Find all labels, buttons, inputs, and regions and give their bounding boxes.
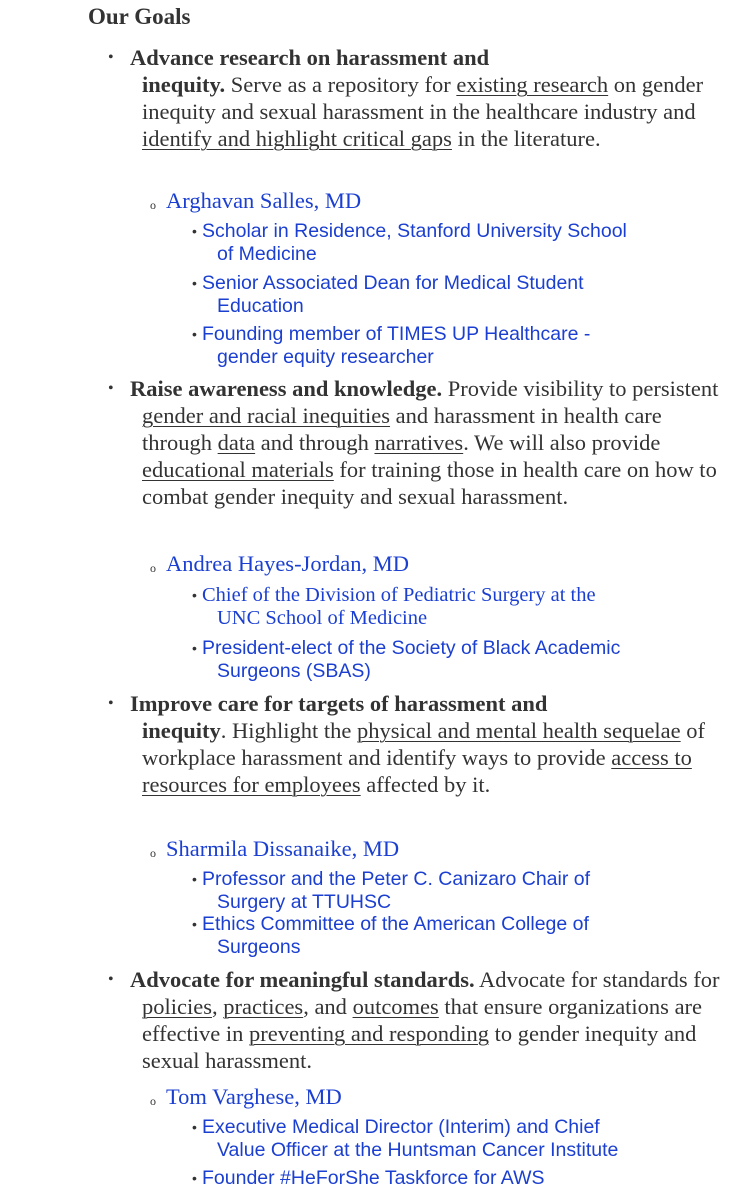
link-outcomes[interactable]: outcomes [352,994,439,1019]
bullet-icon: • [108,380,114,397]
goal-title-cont: inequity. [142,72,226,97]
goal-text: Advocate for meaningful standards. Advocate for standards for policies, practices, and outcomes that ensure organizations are effective in preventing and responding to gender inequity and sexual harassment. [130,967,720,1073]
link-practices[interactable]: practices [223,994,304,1019]
bullet-icon: • [192,275,197,291]
circle-bullet-icon: o [150,1094,156,1108]
bullet-icon: • [192,326,197,342]
bullet-icon: • [108,695,114,712]
circle-bullet-icon: o [150,198,156,212]
goal-title: Advocate for meaningful standards. [130,967,475,992]
page-title: Our Goals [88,4,191,29]
goal-text: Improve care for targets of harassment and inequity. Highlight the physical and mental health sequelae of workplace harassment and identify ways to provide access to resources for employees affected by it. [130,691,706,797]
bullet-icon: • [108,49,114,66]
credential-item: • Ethics Committee of the American College of Surgeons [192,913,589,958]
person-item [150,186,730,216]
bullet-icon: • [192,916,197,932]
person-name[interactable]: Sharmila Dissanaike, MD [166,836,400,861]
credential-item: • Professor and the Peter C. Canizaro Chair of Surgery at TTUHSC [192,868,591,913]
credential-item: • Scholar in Residence, Stanford University School of Medicine [192,220,627,265]
credential-item: • Executive Medical Director (Interim) and Chief Value Officer at the Huntsman Cancer Institute [192,1116,619,1161]
link-policies[interactable]: policies [142,994,212,1019]
person-item [150,834,730,864]
goal-item [108,690,726,798]
link-data[interactable]: data [217,430,256,455]
bullet-icon: • [192,640,197,656]
credential-item: • Senior Associated Dean for Medical Student Education [192,272,584,317]
bullet-icon: • [192,1119,197,1135]
bullet-icon: • [192,223,197,239]
goal-title-cont: inequity [142,718,221,743]
link-preventing-responding[interactable]: preventing and responding [249,1021,489,1046]
credential-item: • President-elect of the Society of Black Academic Surgeons (SBAS) [192,637,621,682]
bullet-icon: • [192,871,197,887]
credential-item: • Founder #HeForShe Taskforce for AWS [192,1167,545,1189]
bullet-icon: • [108,971,114,988]
goal-title: Improve care for targets of harassment and [130,691,548,716]
bullet-icon: • [192,587,197,603]
goal-title: Advance research on harassment and [130,45,490,70]
person-name[interactable]: Tom Varghese, MD [166,1084,342,1109]
link-access-resources[interactable]: access to resources for employees [142,745,692,797]
link-educational-materials[interactable]: educational materials [142,457,334,482]
goal-text: Advance research on harassment and inequity. Serve as a repository for existing research on gender inequity and sexual harassment in the healthcare industry and identify and highlight critical gaps in the literature. [130,45,704,151]
goal-item [108,44,726,152]
link-critical-gaps[interactable]: identify and highlight critical gaps [142,126,452,151]
person-name[interactable]: Andrea Hayes-Jordan, MD [166,551,410,576]
person-name[interactable]: Arghavan Salles, MD [166,188,362,213]
credential-item: • Founding member of TIMES UP Healthcare - gender equity researcher [192,323,591,368]
goal-title: Raise awareness and knowledge. [130,376,443,401]
goal-text: Raise awareness and knowledge. Provide visibility to persistent gender and racial inequities and harassment in health care through data and through narratives. We will also provide educational materials for training those in health care on how to combat gender inequity and sexual harassment. [130,376,719,509]
link-health-sequelae[interactable]: physical and mental health sequelae [357,718,681,743]
goal-item [108,375,726,510]
person-item [150,549,730,579]
goal-item [108,966,726,1074]
link-inequities[interactable]: gender and racial inequities [142,403,391,428]
link-existing-research[interactable]: existing research [456,72,609,97]
person-item [150,1082,730,1112]
bullet-icon: • [192,1170,197,1186]
circle-bullet-icon: o [150,561,156,575]
credential-item: • Chief of the Division of Pediatric Surgery at the UNC School of Medicine [192,584,596,629]
circle-bullet-icon: o [150,846,156,860]
link-narratives[interactable]: narratives [374,430,464,455]
